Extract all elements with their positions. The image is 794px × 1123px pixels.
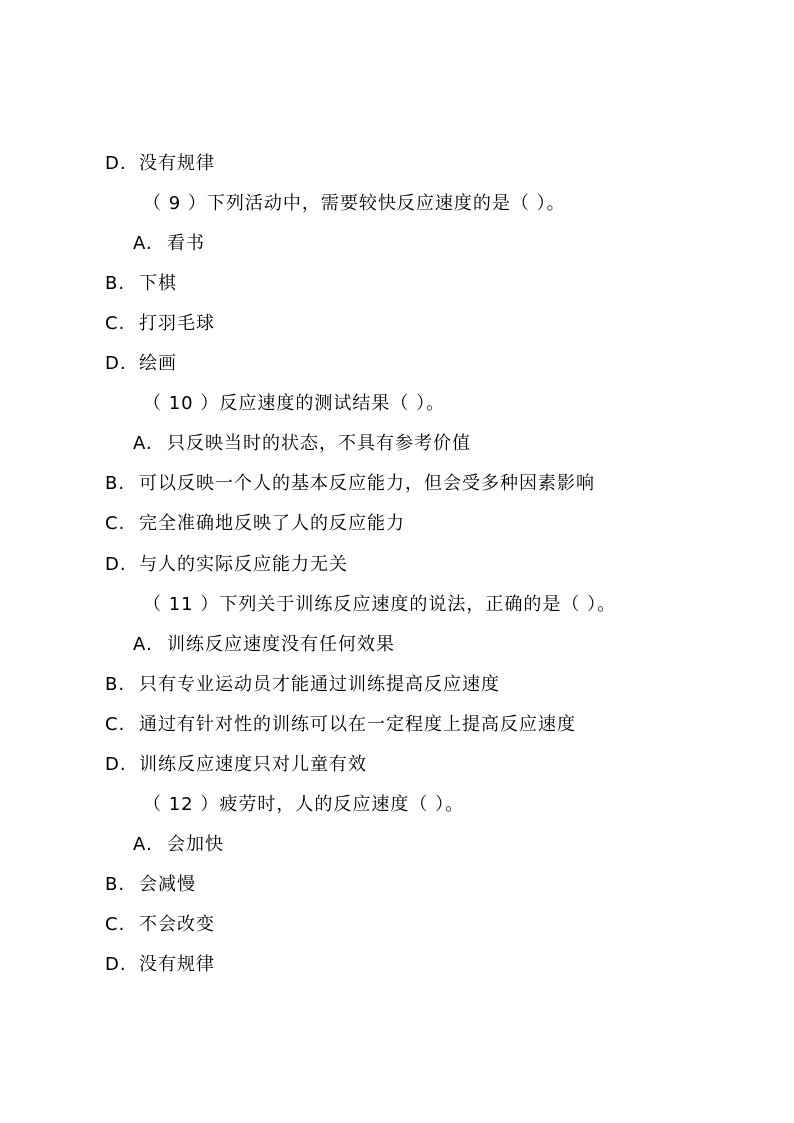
option-line bbox=[133, 833, 224, 857]
option-text: 没有规律 bbox=[139, 954, 215, 975]
option-text: 完全准确地反映了人的反应能力 bbox=[139, 513, 405, 534]
option-letter: C. bbox=[105, 313, 126, 334]
question-text: （ 12 ）疲劳时，人的反应速度（ ）。 bbox=[143, 794, 465, 815]
option-letter: B. bbox=[105, 674, 126, 695]
option-letter: D. bbox=[105, 954, 127, 975]
option-letter: C. bbox=[105, 714, 126, 735]
option-line bbox=[105, 512, 405, 536]
option-line bbox=[105, 553, 348, 577]
question-line bbox=[143, 192, 566, 216]
option-text: 只有专业运动员才能通过训练提高反应速度 bbox=[139, 674, 500, 695]
option-letter: C. bbox=[105, 914, 126, 935]
option-line bbox=[105, 873, 196, 897]
option-text: 绘画 bbox=[139, 353, 177, 374]
option-letter: A. bbox=[133, 433, 153, 454]
option-line bbox=[105, 312, 215, 336]
option-line bbox=[105, 472, 595, 496]
option-letter: D. bbox=[105, 153, 127, 174]
option-letter: A. bbox=[133, 634, 153, 655]
option-letter: A. bbox=[133, 233, 153, 254]
option-letter: C. bbox=[105, 513, 126, 534]
option-line bbox=[105, 913, 215, 937]
option-line bbox=[133, 232, 205, 256]
option-line bbox=[105, 673, 500, 697]
question-line bbox=[143, 392, 445, 416]
option-text: 下棋 bbox=[139, 273, 177, 294]
option-letter: D. bbox=[105, 754, 127, 775]
option-text: 与人的实际反应能力无关 bbox=[139, 554, 348, 575]
option-line bbox=[133, 432, 471, 456]
option-text: 打羽毛球 bbox=[139, 313, 215, 334]
question-line bbox=[143, 593, 616, 617]
option-text: 会减慢 bbox=[139, 874, 196, 895]
option-line bbox=[105, 352, 177, 376]
option-letter: D. bbox=[105, 554, 127, 575]
option-text: 通过有针对性的训练可以在一定程度上提高反应速度 bbox=[139, 714, 576, 735]
option-text: 只反映当时的状态，不具有参考价值 bbox=[167, 433, 471, 454]
option-text: 可以反映一个人的基本反应能力，但会受多种因素影响 bbox=[139, 473, 595, 494]
option-letter: B. bbox=[105, 874, 126, 895]
question-text: （ 10 ）反应速度的测试结果（ ）。 bbox=[143, 393, 446, 414]
option-text: 不会改变 bbox=[139, 914, 215, 935]
option-line bbox=[105, 272, 177, 296]
option-line bbox=[105, 753, 367, 777]
option-line bbox=[105, 152, 215, 176]
option-line bbox=[105, 713, 576, 737]
option-letter: D. bbox=[105, 353, 127, 374]
option-text: 会加快 bbox=[167, 834, 224, 855]
option-letter: B. bbox=[105, 273, 126, 294]
option-letter: A. bbox=[133, 834, 153, 855]
option-text: 训练反应速度没有任何效果 bbox=[167, 634, 395, 655]
question-line bbox=[143, 793, 464, 817]
question-text: （ 11 ）下列关于训练反应速度的说法，正确的是（ ）。 bbox=[143, 594, 617, 615]
option-line bbox=[133, 633, 395, 657]
question-text: （ 9 ）下列活动中，需要较快反应速度的是（ ）。 bbox=[143, 193, 566, 214]
option-letter: B. bbox=[105, 473, 126, 494]
option-text: 看书 bbox=[167, 233, 205, 254]
option-text: 训练反应速度只对儿童有效 bbox=[139, 754, 367, 775]
option-text: 没有规律 bbox=[139, 153, 215, 174]
option-line bbox=[105, 953, 215, 977]
